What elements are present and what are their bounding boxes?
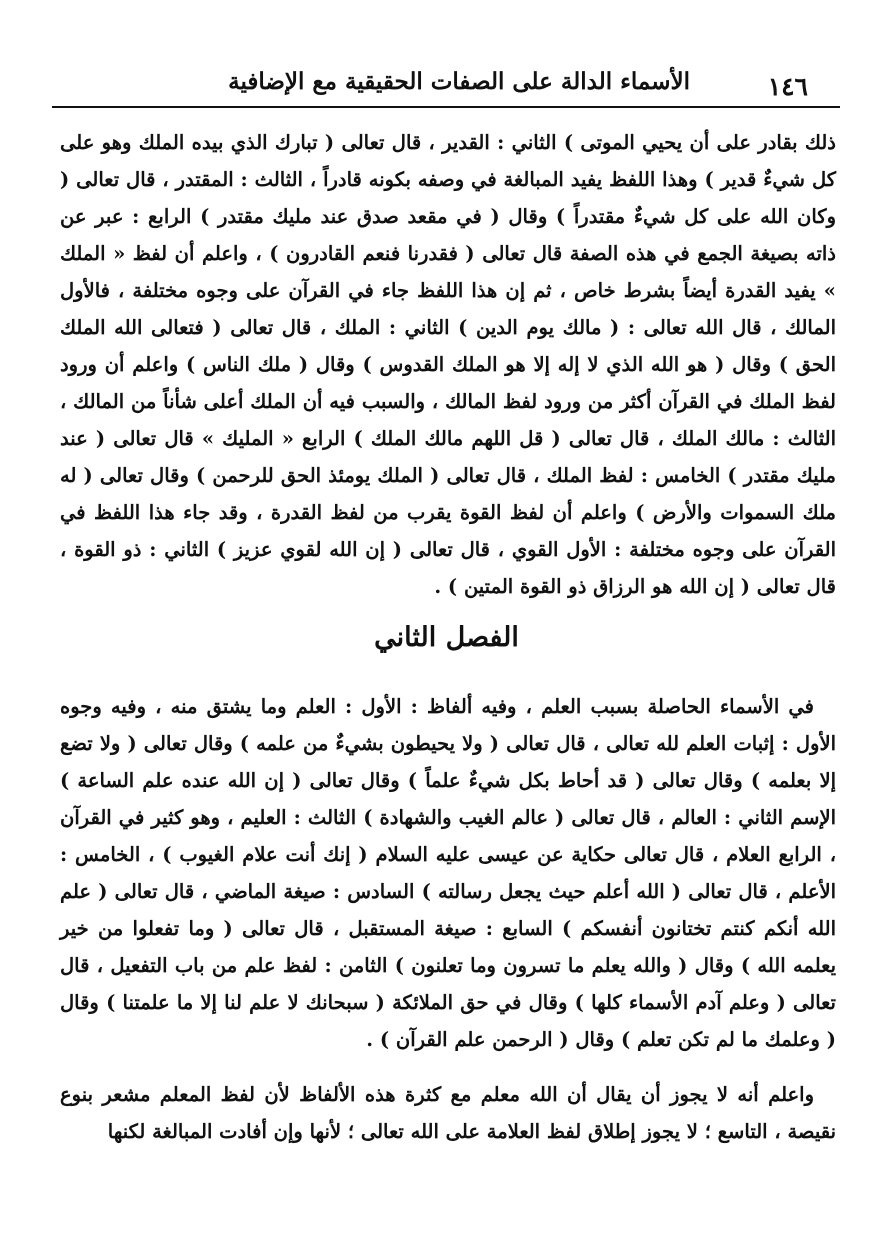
running-title: الأسماء الدالة على الصفات الحقيقية مع الإضافية (228, 68, 690, 95)
text-block-ilm (60, 688, 836, 1058)
page-header (52, 62, 840, 108)
text-block-continuation (60, 1076, 836, 1150)
page-number: ١٤٦ (767, 72, 808, 101)
paragraph: في الأسماء الحاصلة بسبب العلم ، وفيه ألفاظ : الأول : العلم وما يشتق منه ، وفيه وجوه الأول : إثبات العلم لله تعالى ، قال تعالى ( ولا يحيطون بشيءٌ من علمه ) وقال تعالى ( ولا تضع إلا بعلمه ) وقال تعالى ( قد أحاط بكل شيءٌ علماً ) وقال تعالى ( إن الله عنده علم الساعة ) الإسم الثاني : العالم ، قال تعالى ( عالم الغيب والشهادة ) الثالث : العليم ، وهو كثير في القرآن ، الرابع العلام ، قال تعالى حكاية عن عيسى عليه السلام ( إنك أنت علام الغيوب ) ، الخامس : الأعلم ، قال تعالى ( الله أعلم حيث يجعل رسالته ) السادس : صيغة الماضي ، قال تعالى ( علم الله أنكم كنتم تختانون أنفسكم ) السابع : صيغة المستقبل ، قال تعالى ( وما تفعلوا من خير يعلمه الله ) وقال ( والله يعلم ما تسرون وما تعلنون ) الثامن : لفظ علم من باب التفعيل ، قال تعالى ( وعلم آدم الأسماء كلها ) وقال في حق الملائكة ( سبحانك لا علم لنا إلا ما علمتنا ) وقال ( وعلمك ما لم تكن تعلم ) وقال ( الرحمن علم القرآن ) . (60, 695, 836, 1051)
paragraph: واعلم أنه لا يجوز أن يقال أن الله معلم مع كثرة هذه الألفاظ لأن لفظ المعلم مشعر بنوع نقيصة ، التاسع ؛ لا يجوز إطلاق لفظ العلامة على الله تعالى ؛ لأنها وإن أفادت المبالغة لكنها (60, 1083, 836, 1143)
paragraph: ذلك بقادر على أن يحيي الموتى ) الثاني : القدير ، قال تعالى ( تبارك الذي بيده الملك وهو على كل شيءٌ قدير ) وهذا اللفظ يفيد المبالغة في وصفه بكونه قادراً ، الثالث : المقتدر ، قال تعالى ( وكان الله على كل شيءٌ مقتدراً ) وقال ( في مقعد صدق عند مليك مقتدر ) الرابع : عبر عن ذاته بصيغة الجمع في هذه الصفة قال تعالى ( فقدرنا فنعم القادرون ) ، واعلم أن لفظ « الملك » يفيد القدرة أيضاً بشرط خاص ، ثم إن هذا اللفظ جاء في القرآن على وجوه مختلفة ، فالأول المالك ، قال الله تعالى : ( مالك يوم الدين ) الثاني : الملك ، قال تعالى ( فتعالى الله الملك الحق ) وقال ( هو الله الذي لا إله إلا هو الملك القدوس ) وقال ( ملك الناس ) واعلم أن ورود لفظ الملك في القرآن أكثر من ورود لفظ المالك ، والسبب فيه أن الملك أعلى شأناً من المالك ، الثالث : مالك الملك ، قال تعالى ( قل اللهم مالك الملك ) الرابع « المليك » قال تعالى ( عند مليك مقتدر ) الخامس : لفظ الملك ، قال تعالى ( الملك يومئذ الحق للرحمن ) وقال تعالى ( له ملك السموات والأرض ) واعلم أن لفظ القوة يقرب من لفظ القدرة ، وقد جاء هذا اللفظ في القرآن على وجوه مختلفة : الأول القوي ، قال تعالى ( إن الله لقوي عزيز ) الثاني : ذو القوة ، قال تعالى ( إن الله هو الرزاق ذو القوة المتين ) . (60, 131, 837, 598)
chapter-heading: الفصل الثاني (374, 622, 519, 653)
text-block-qudra (60, 124, 836, 605)
